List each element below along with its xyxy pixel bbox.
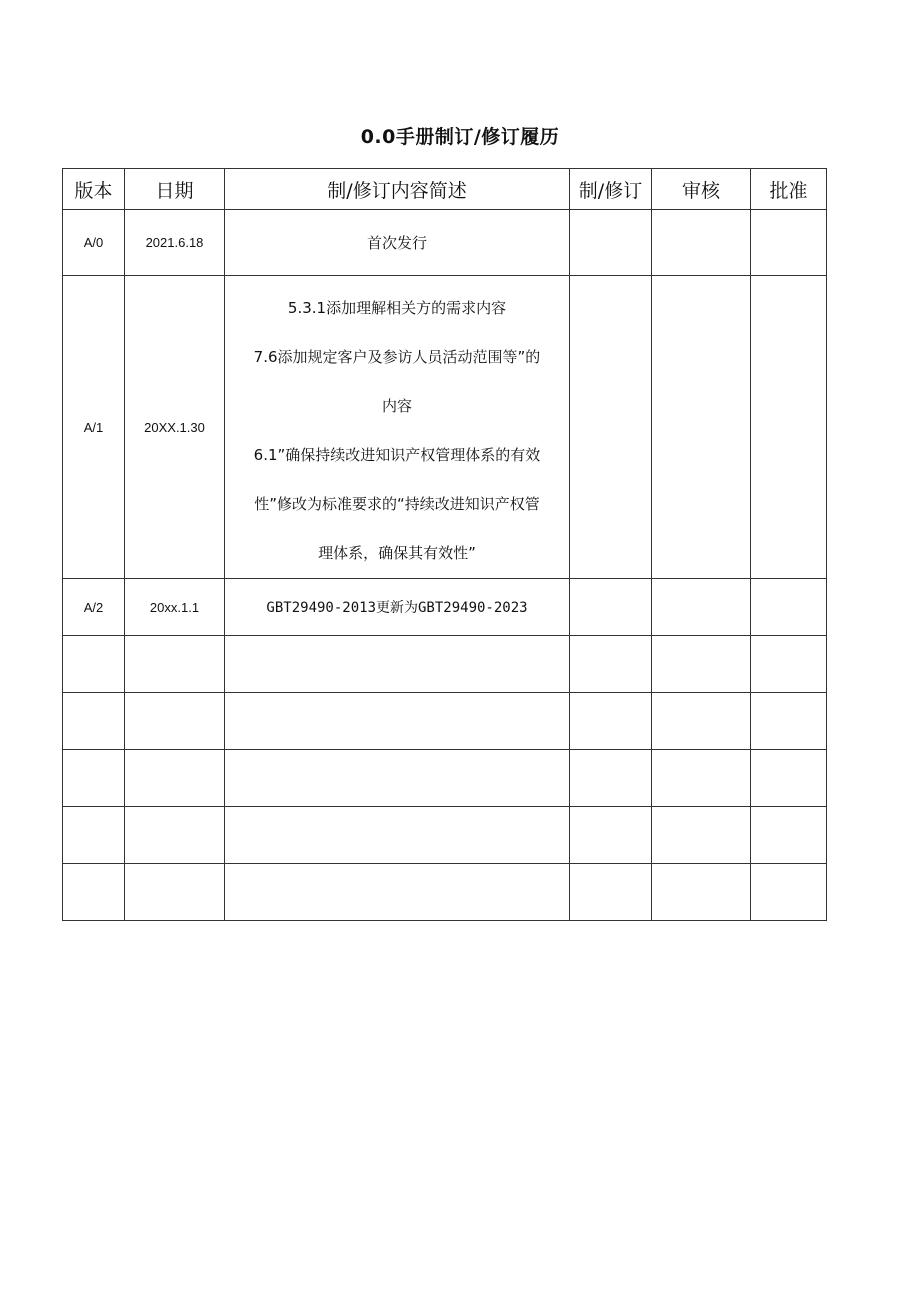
- empty-row: [63, 693, 827, 750]
- cell-empty: [570, 693, 652, 750]
- cell-empty: [652, 693, 751, 750]
- cell-review: [652, 579, 751, 636]
- cell-version: A/0: [63, 210, 125, 276]
- cell-empty: [63, 864, 125, 921]
- header-row: [63, 169, 827, 210]
- cell-empty: [570, 636, 652, 693]
- description-line: 7.6添加规定客户及参访人员活动范围等”的: [253, 348, 541, 366]
- cell-empty: [63, 636, 125, 693]
- cell-review: [652, 276, 751, 579]
- cell-review: [652, 210, 751, 276]
- cell-author: [570, 210, 652, 276]
- cell-empty: [570, 807, 652, 864]
- cell-version: A/2: [63, 579, 125, 636]
- cell-empty: [652, 750, 751, 807]
- revision-history-table: [62, 168, 827, 921]
- page-title: 0.0手册制订/修订履历: [360, 126, 560, 148]
- cell-empty: [125, 864, 225, 921]
- cell-date: 20xx.1.1: [125, 579, 225, 636]
- cell-empty: [225, 807, 570, 864]
- cell-description: 首次发行: [225, 210, 570, 276]
- cell-date: 20XX.1.30: [125, 276, 225, 579]
- cell-empty: [751, 693, 827, 750]
- header-description: 制/修订内容简述: [225, 169, 570, 210]
- cell-empty: [225, 636, 570, 693]
- table-row: [63, 579, 827, 636]
- cell-empty: [225, 693, 570, 750]
- description-line: 性”修改为标准要求的“持续改进知识产权管: [254, 495, 540, 513]
- description-line: 理体系，确保其有效性”: [318, 544, 476, 562]
- header-author: 制/修订: [570, 169, 652, 210]
- cell-approve: [751, 276, 827, 579]
- empty-row: [63, 636, 827, 693]
- cell-version: A/1: [63, 276, 125, 579]
- cell-empty: [751, 750, 827, 807]
- cell-empty: [225, 750, 570, 807]
- header-review: 审核: [652, 169, 751, 210]
- cell-empty: [125, 807, 225, 864]
- header-approve: 批准: [751, 169, 827, 210]
- cell-author: [570, 276, 652, 579]
- cell-approve: [751, 579, 827, 636]
- cell-empty: [751, 636, 827, 693]
- cell-empty: [125, 693, 225, 750]
- table-row: [63, 210, 827, 276]
- cell-empty: [570, 750, 652, 807]
- cell-empty: [751, 807, 827, 864]
- cell-empty: [652, 636, 751, 693]
- cell-description: [225, 276, 570, 579]
- cell-approve: [751, 210, 827, 276]
- description-line: 6.1”确保持续改进知识产权管理体系的有效: [253, 446, 541, 464]
- table-row: [63, 276, 827, 579]
- cell-description: GBT29490-2013更新为GBT29490-2023: [225, 579, 570, 636]
- cell-empty: [751, 864, 827, 921]
- empty-row: [63, 750, 827, 807]
- cell-empty: [570, 864, 652, 921]
- header-version: 版本: [63, 169, 125, 210]
- empty-row: [63, 807, 827, 864]
- cell-empty: [652, 807, 751, 864]
- empty-row: [63, 864, 827, 921]
- cell-empty: [125, 636, 225, 693]
- cell-date: 2021.6.18: [125, 210, 225, 276]
- cell-empty: [63, 750, 125, 807]
- cell-empty: [63, 693, 125, 750]
- description-line: 内容: [381, 397, 412, 415]
- header-date: 日期: [125, 169, 225, 210]
- cell-empty: [63, 807, 125, 864]
- description-line: 5.3.1添加理解相关方的需求内容: [287, 299, 507, 317]
- cell-author: [570, 579, 652, 636]
- cell-empty: [125, 750, 225, 807]
- cell-empty: [225, 864, 570, 921]
- cell-empty: [652, 864, 751, 921]
